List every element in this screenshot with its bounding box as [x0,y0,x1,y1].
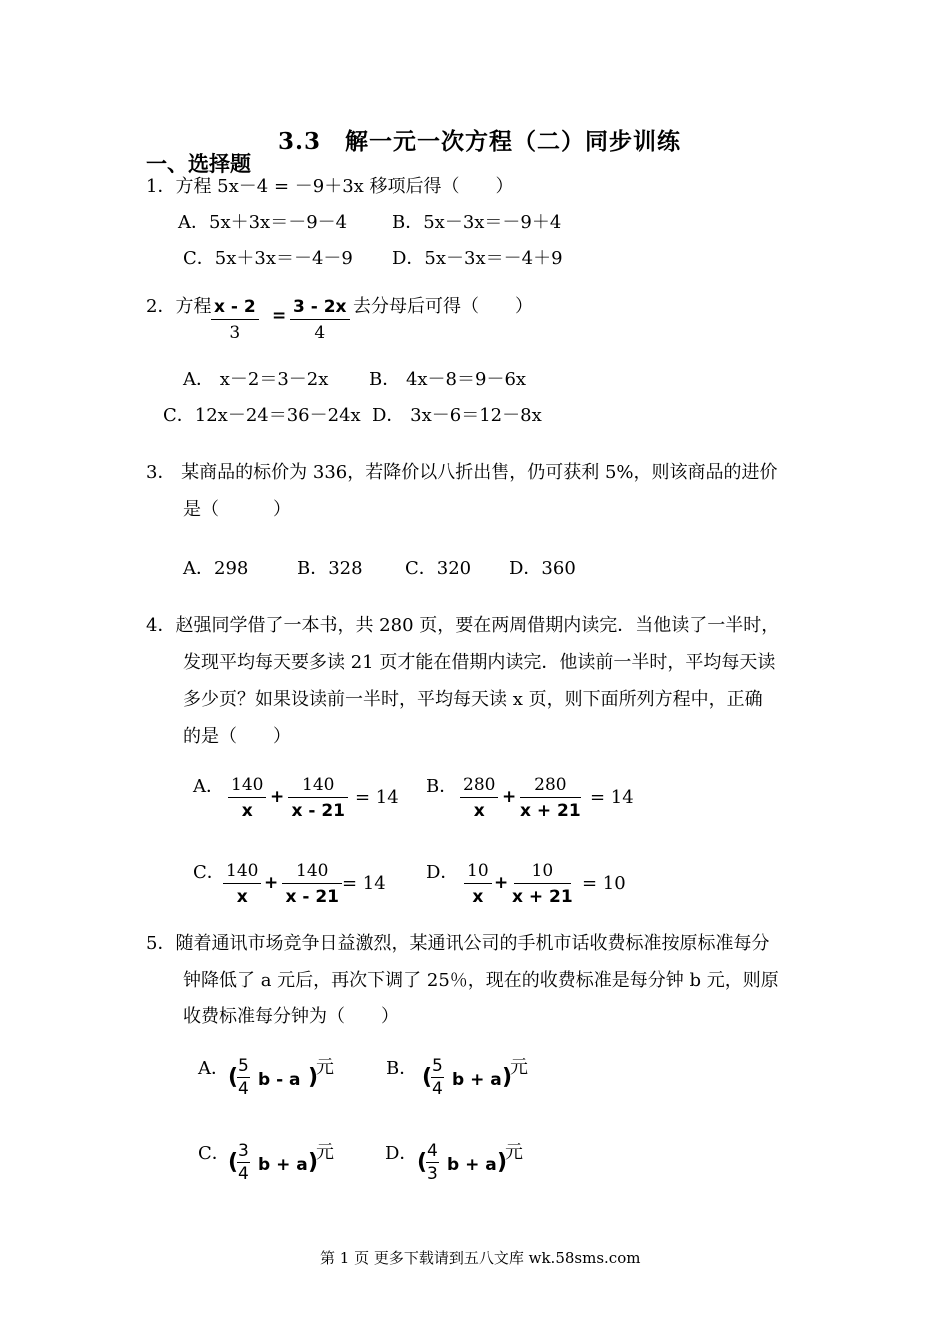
q3-option-c: C．320 [405,558,472,579]
q5-option-c-label: C． [198,1143,230,1164]
plus-sign: + [270,787,285,807]
numerator: 10 [464,861,492,884]
q5-c-expression: b + a [258,1155,308,1175]
q1-option-d: D．5x－3x＝－4＋9 [392,248,563,269]
q2-lhs-numerator: x - 2 [211,297,259,320]
question-1-stem: 1．方程 5x－4 = －9＋3x 移项后得（ ） [146,176,514,197]
plus-sign: + [502,787,517,807]
question-5-line1: 5．随着通讯市场竞争日益激烈，某通讯公司的手机市话收费标准按原标准每分 [146,933,770,954]
numerator: 140 [282,861,342,884]
q3-option-b: B．328 [297,558,363,579]
denominator: x - 21 [291,801,345,821]
numerator: 140 [288,775,348,798]
q2-option-a: A． x－2＝3－2x [183,369,329,390]
numerator: 280 [460,775,498,798]
q1-option-b: B．5x－3x＝－9＋4 [392,212,562,233]
q4-option-b-label: B． [426,776,458,797]
numerator: 140 [228,775,266,798]
denominator: x [473,801,485,821]
q5-a-fraction [237,1057,250,1099]
unit-yuan: 元 [316,1142,334,1163]
unit-yuan: 元 [510,1057,528,1078]
question-3-line1: 3． 某商品的标价为 336，若降价以八折出售，仍可获利 5%，则该商品的进价 [146,462,778,483]
numerator: 4 [427,1141,438,1161]
q2-rhs-denominator: 4 [314,323,326,343]
question-4-line2: 发现平均每天要多读 21 页才能在借期内读完．他读前一半时，平均每天读 [183,652,776,673]
page-title: 3.3 解一元一次方程（二）同步训练 [278,128,682,155]
question-5-line3: 收费标准每分钟为（ ） [183,1006,399,1027]
q5-c-fraction [237,1142,250,1184]
left-paren: ( [228,1065,239,1090]
unit-yuan: 元 [505,1142,523,1163]
denominator: 4 [238,1164,249,1184]
denominator: x - 21 [285,887,339,907]
numerator: 3 [238,1141,249,1161]
q5-b-fraction [431,1057,444,1099]
right-paren: ) [308,1065,319,1090]
q4-d-fraction-2 [512,861,573,907]
plus-sign: + [264,873,279,893]
q2-lhs-fraction [211,297,259,343]
numerator: 280 [520,775,580,798]
left-paren: ( [417,1150,428,1175]
q2-equals: = [272,306,287,326]
q1-option-c: C．5x＋3x＝－4－9 [183,248,353,269]
q5-d-expression: b + a [447,1155,497,1175]
question-4-line1: 4．赵强同学借了一本书，共 280 页，要在两周借期内读完．当他读了一半时， [146,615,780,636]
question-4-line3: 多少页？如果设读前一半时，平均每天读 x 页，则下面所列方程中，正确 [183,689,763,710]
numerator: 5 [432,1056,443,1076]
q4-b-rhs: = 14 [590,787,634,808]
question-2-prefix: 2．方程 [146,296,212,317]
q4-a-rhs: = 14 [355,787,399,808]
q4-b-fraction-1 [460,775,498,821]
plus-sign: + [494,873,509,893]
q5-option-d-label: D． [385,1143,418,1164]
page-footer: 第 1 页 更多下载请到五八文库 wk.58sms.com [320,1249,641,1267]
q3-option-a: A．298 [183,558,249,579]
q3-option-d: D．360 [509,558,576,579]
q2-option-c: C．12x－24＝36－24x [163,405,361,426]
question-2-suffix: 去分母后可得（ ） [353,296,533,317]
q4-option-d-label: D． [426,862,459,883]
q4-option-c-label: C． [193,862,225,883]
denominator: x + 21 [520,801,581,821]
q2-option-d: D． 3x－6＝12－8x [372,405,542,426]
q5-option-b-label: B． [386,1058,418,1079]
q5-d-fraction [426,1142,439,1184]
q5-option-a-label: A． [198,1058,229,1079]
denominator: x [241,801,253,821]
q4-d-fraction-1 [464,861,492,907]
unit-yuan: 元 [316,1057,334,1078]
denominator: 3 [427,1164,438,1184]
section-heading: 一、选择题 [146,151,251,176]
q4-option-a-label: A． [193,776,224,797]
q4-c-fraction-1 [223,861,261,907]
q4-c-rhs: = 14 [342,873,386,894]
question-3-line2: 是（ ） [183,499,291,520]
q2-lhs-denominator: 3 [229,323,241,343]
right-paren: ) [502,1065,513,1090]
left-paren: ( [228,1150,239,1175]
q4-b-fraction-2 [520,775,581,821]
left-paren: ( [422,1065,433,1090]
q2-rhs-numerator: 3 - 2x [290,297,350,320]
question-5-line2: 钟降低了 a 元后，再次下调了 25％，现在的收费标准是每分钟 b 元，则原 [183,970,779,991]
denominator: x [236,887,248,907]
denominator: x + 21 [512,887,573,907]
denominator: 4 [238,1079,249,1099]
q1-option-a: A．5x＋3x＝－9－4 [178,212,348,233]
numerator: 140 [223,861,261,884]
q4-c-fraction-2 [282,861,342,907]
q5-a-expression: b - a [258,1070,301,1090]
q2-rhs-fraction [290,297,350,343]
q4-a-fraction-1 [228,775,266,821]
question-4-line4: 的是（ ） [183,726,291,747]
q4-a-fraction-2 [288,775,348,821]
right-paren: ) [308,1150,319,1175]
q2-option-b: B． 4x－8＝9－6x [369,369,527,390]
numerator: 10 [514,861,572,884]
denominator: x [472,887,484,907]
right-paren: ) [497,1150,508,1175]
denominator: 4 [432,1079,443,1099]
q5-b-expression: b + a [452,1070,502,1090]
q4-d-rhs: = 10 [582,873,626,894]
numerator: 5 [238,1056,249,1076]
